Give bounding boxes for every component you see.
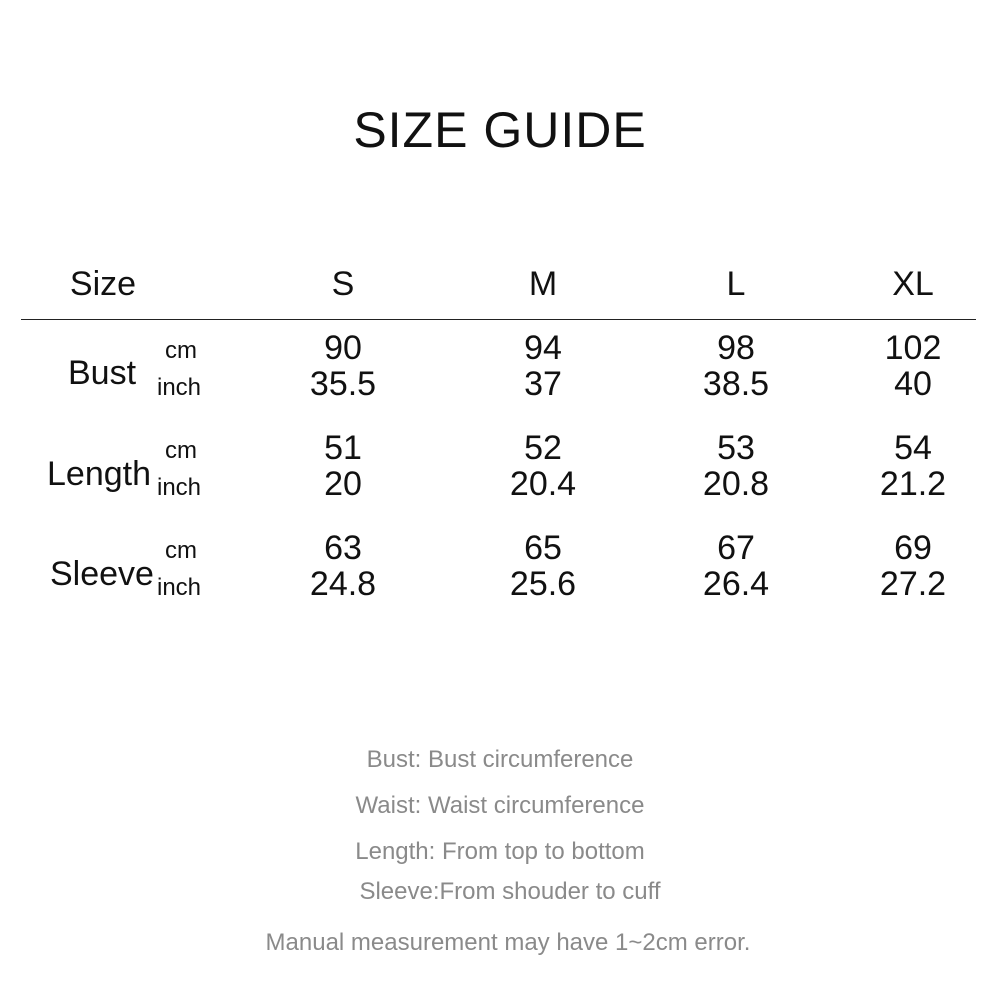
bust-l-cm: 98 — [717, 329, 755, 367]
sleeve-s-cm: 63 — [324, 529, 362, 567]
sleeve-xl-cm: 69 — [894, 529, 932, 567]
sleeve-m-inch: 25.6 — [509, 565, 577, 603]
note-length: Length: From top to bottom — [355, 838, 645, 865]
sleeve-l-inch: 26.4 — [702, 565, 770, 603]
row-label-sleeve: Sleeve — [50, 555, 154, 593]
unit-cm: cm — [165, 537, 197, 564]
page-title: SIZE GUIDE — [353, 102, 647, 158]
length-xl-cm: 54 — [894, 429, 932, 467]
size-header-l: L — [726, 265, 746, 303]
unit-inch: inch — [157, 374, 202, 401]
unit-inch: inch — [157, 474, 202, 501]
bust-m-cm: 94 — [524, 329, 562, 367]
bust-m-inch: 37 — [524, 365, 562, 403]
length-s-cm: 51 — [324, 429, 362, 467]
header-divider — [21, 319, 976, 320]
row-label-length: Length — [47, 455, 151, 493]
size-column-header: Size — [69, 265, 137, 303]
note-sleeve: Sleeve:From shouder to cuff — [359, 878, 661, 905]
unit-cm: cm — [165, 337, 197, 364]
unit-cm: cm — [165, 437, 197, 464]
sleeve-xl-inch: 27.2 — [879, 565, 947, 603]
length-m-cm: 52 — [524, 429, 562, 467]
table-row-length — [0, 428, 1000, 518]
table-row-bust — [0, 328, 1000, 418]
length-l-inch: 20.8 — [702, 465, 770, 503]
size-header-m: M — [528, 265, 558, 303]
note-measurement-error: Manual measurement may have 1~2cm error. — [265, 929, 751, 956]
table-row-sleeve — [0, 528, 1000, 618]
bust-s-cm: 90 — [324, 329, 362, 367]
unit-inch: inch — [157, 574, 202, 601]
length-m-inch: 20.4 — [509, 465, 577, 503]
size-header-xl: XL — [892, 265, 934, 303]
bust-xl-cm: 102 — [884, 329, 942, 367]
sleeve-s-inch: 24.8 — [309, 565, 377, 603]
bust-xl-inch: 40 — [894, 365, 932, 403]
row-label-bust: Bust — [68, 354, 137, 392]
bust-s-inch: 35.5 — [309, 365, 377, 403]
sleeve-m-cm: 65 — [524, 529, 562, 567]
size-header-s: S — [331, 265, 355, 303]
length-xl-inch: 21.2 — [879, 465, 947, 503]
note-waist: Waist: Waist circumference — [355, 792, 645, 819]
sleeve-l-cm: 67 — [717, 529, 755, 567]
bust-l-inch: 38.5 — [702, 365, 770, 403]
length-l-cm: 53 — [717, 429, 755, 467]
note-bust: Bust: Bust circumference — [366, 746, 634, 773]
length-s-inch: 20 — [324, 465, 362, 503]
